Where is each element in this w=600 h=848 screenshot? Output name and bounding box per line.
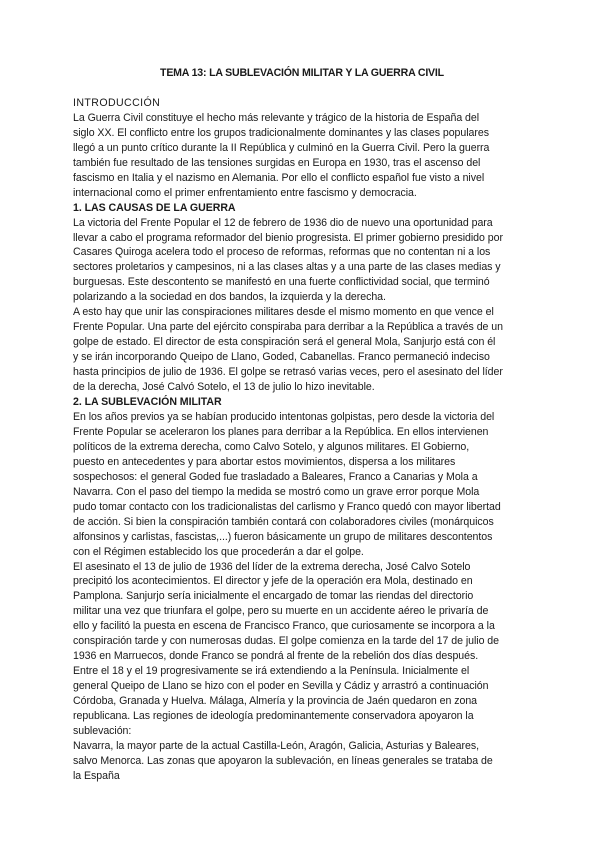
text-line: golpe de estado. El director de esta conspiración será el general Mola, Sanjurjo está con él [73, 336, 496, 349]
text-line: llevar a cabo el programa reformador del bienio progresista. El primer gobierno presidido por [73, 231, 503, 244]
text-line: llegó a un punto crítico durante la II República y culminó en la Guerra Civil. Pero la guerra [73, 141, 490, 154]
text-line: hasta principios de julio de 1936. El golpe se retrasó varias veces, pero el asesinato del líder [73, 366, 503, 379]
text-line: Casares Quiroga acelera todo el proceso de reformas, reformas que no contentan ni a los [73, 246, 491, 259]
intro-paragraph [73, 111, 531, 201]
text-line: precipitó los acontecimientos. El director y jefe de la operación era Mola, destinado en [73, 575, 473, 588]
text-line: sospechosos: el general Goded fue trasladado a Baleares, Franco a Canarias y Mola a [73, 470, 478, 483]
text-line: La victoria del Frente Popular el 12 de febrero de 1936 dio de nuevo una oportunidad para [73, 216, 493, 229]
text-line: de la derecha, José Calvó Sotelo, el 13 de julio lo hizo inevitable. [73, 381, 375, 394]
text-line: políticos de la extrema derecha, como Calvo Sotelo, y algunos militares. El Gobierno, [73, 440, 470, 453]
section-1-paragraph-1 [73, 216, 531, 306]
text-line: la España [73, 769, 120, 782]
intro-heading: INTRODUCCIÓN [73, 96, 161, 109]
text-line: pudo tomar contacto con los tradicionalistas del carlismo y Franco quedó con mayor libertad [73, 500, 501, 513]
section-2-paragraph-2 [73, 560, 531, 665]
text-line: burguesas. Este descontento se manifestó en una fuerte conflictividad social, que terminó [73, 276, 490, 289]
text-line: En los años previos ya se habían producido intentonas golpistas, pero desde la victoria del [73, 410, 495, 423]
text-line: alfonsinos y carlistas, fascistas,...) fueron básicamente un grupo de militares descontentos [73, 530, 493, 543]
text-line: militar una vez que triunfara el golpe, pero su muerte en un accidente aéreo le privaría de [73, 605, 489, 618]
text-line: internacional como el primer enfrentamiento entre fascismo y democracia. [73, 186, 417, 199]
section-2-paragraph-4 [73, 739, 531, 784]
text-line: republicana. Las regiones de ideología predominantemente conservadora apoyaron la [73, 710, 474, 723]
text-line: A esto hay que unir las conspiraciones militares desde el mismo momento en que vence el [73, 306, 494, 319]
text-line: El asesinato el 13 de julio de 1936 del líder de la extrema derecha, José Calvo Sotelo [73, 560, 471, 573]
section-1-heading: 1. LAS CAUSAS DE LA GUERRA [73, 201, 236, 214]
text-line: La Guerra Civil constituye el hecho más relevante y trágico de la historia de España del [73, 111, 480, 124]
text-line: Córdoba, Granada y Huelva. Málaga, Almería y la provincia de Jaén quedaron en zona [73, 695, 478, 708]
text-line: fascismo en Italia y el nazismo en Alemania. Por ello el conflicto español fue visto a nivel [73, 171, 485, 184]
text-line: ello y facilitó la puesta en escena de Francisco Franco, que curiosamente se incorpora a la [73, 620, 495, 633]
document-body [73, 66, 531, 784]
text-line: puesto en antecedentes y para abortar estos movimientos, dispersa a los militares [73, 455, 456, 468]
text-line: 1936 en Marruecos, donde Franco se pondrá al frente de la rebelión dos días después. [73, 650, 479, 663]
text-line: de acción. Si bien la conspiración también contará con colaboradores civiles (monárquicos [73, 515, 494, 528]
section-1-paragraph-2 [73, 305, 531, 395]
text-line: Navarra. Con el paso del tiempo la medida se mostró como un grave error porque Mola [73, 485, 480, 498]
text-line: conspiración tarde y con numerosas dudas. El golpe comienza en la tarde del 17 de julio de [73, 635, 499, 648]
text-line: Navarra, la mayor parte de la actual Castilla-León, Aragón, Galicia, Asturias y Baleares, [73, 739, 479, 752]
document-title: TEMA 13: LA SUBLEVACIÓN MILITAR Y LA GUERRA CIVIL [160, 67, 444, 79]
text-line: general Queipo de Llano se hizo con el poder en Sevilla y Cádiz y arrastró a continuación [73, 680, 489, 693]
section-2-paragraph-3 [73, 664, 531, 739]
text-line: Frente Popular. Una parte del ejército conspiraba para derribar a la República a través de un [73, 321, 503, 334]
text-line: Entre el 18 y el 19 progresivamente se irá extendiendo a la Península. Inicialmente el [73, 665, 470, 678]
text-line: y se irán incorporando Queipo de Llano, Goded, Cabanellas. Franco permaneció indeciso [73, 351, 490, 364]
text-line: salvo Menorca. Las zonas que apoyaron la sublevación, en líneas generales se trataba de [73, 754, 493, 767]
text-line: polarizando a la sociedad en dos bandos, la izquierda y la derecha. [73, 291, 386, 304]
text-line: sectores proletarios y campesinos, ni a las clases altas y a una parte de las clases medias y [73, 261, 501, 274]
text-line: con el Régimen establecido los que procederán a dar el golpe. [73, 545, 364, 558]
text-line: Frente Popular se aceleraron los planes para derribar a la República. En ellos intervienen [73, 425, 489, 438]
section-2-heading: 2. LA SUBLEVACIÓN MILITAR [73, 396, 222, 409]
text-line: siglo XX. El conflicto entre los grupos tradicionalmente dominantes y las clases populares [73, 126, 489, 139]
section-2-paragraph-1 [73, 410, 531, 560]
text-line: Pamplona. Sanjurjo sería inicialmente el encargado de tomar las riendas del directorio [73, 590, 474, 603]
text-line: sublevación: [73, 724, 132, 737]
text-line: también fue resultado de las tensiones surgidas en Europa en 1930, tras el ascenso del [73, 156, 481, 169]
